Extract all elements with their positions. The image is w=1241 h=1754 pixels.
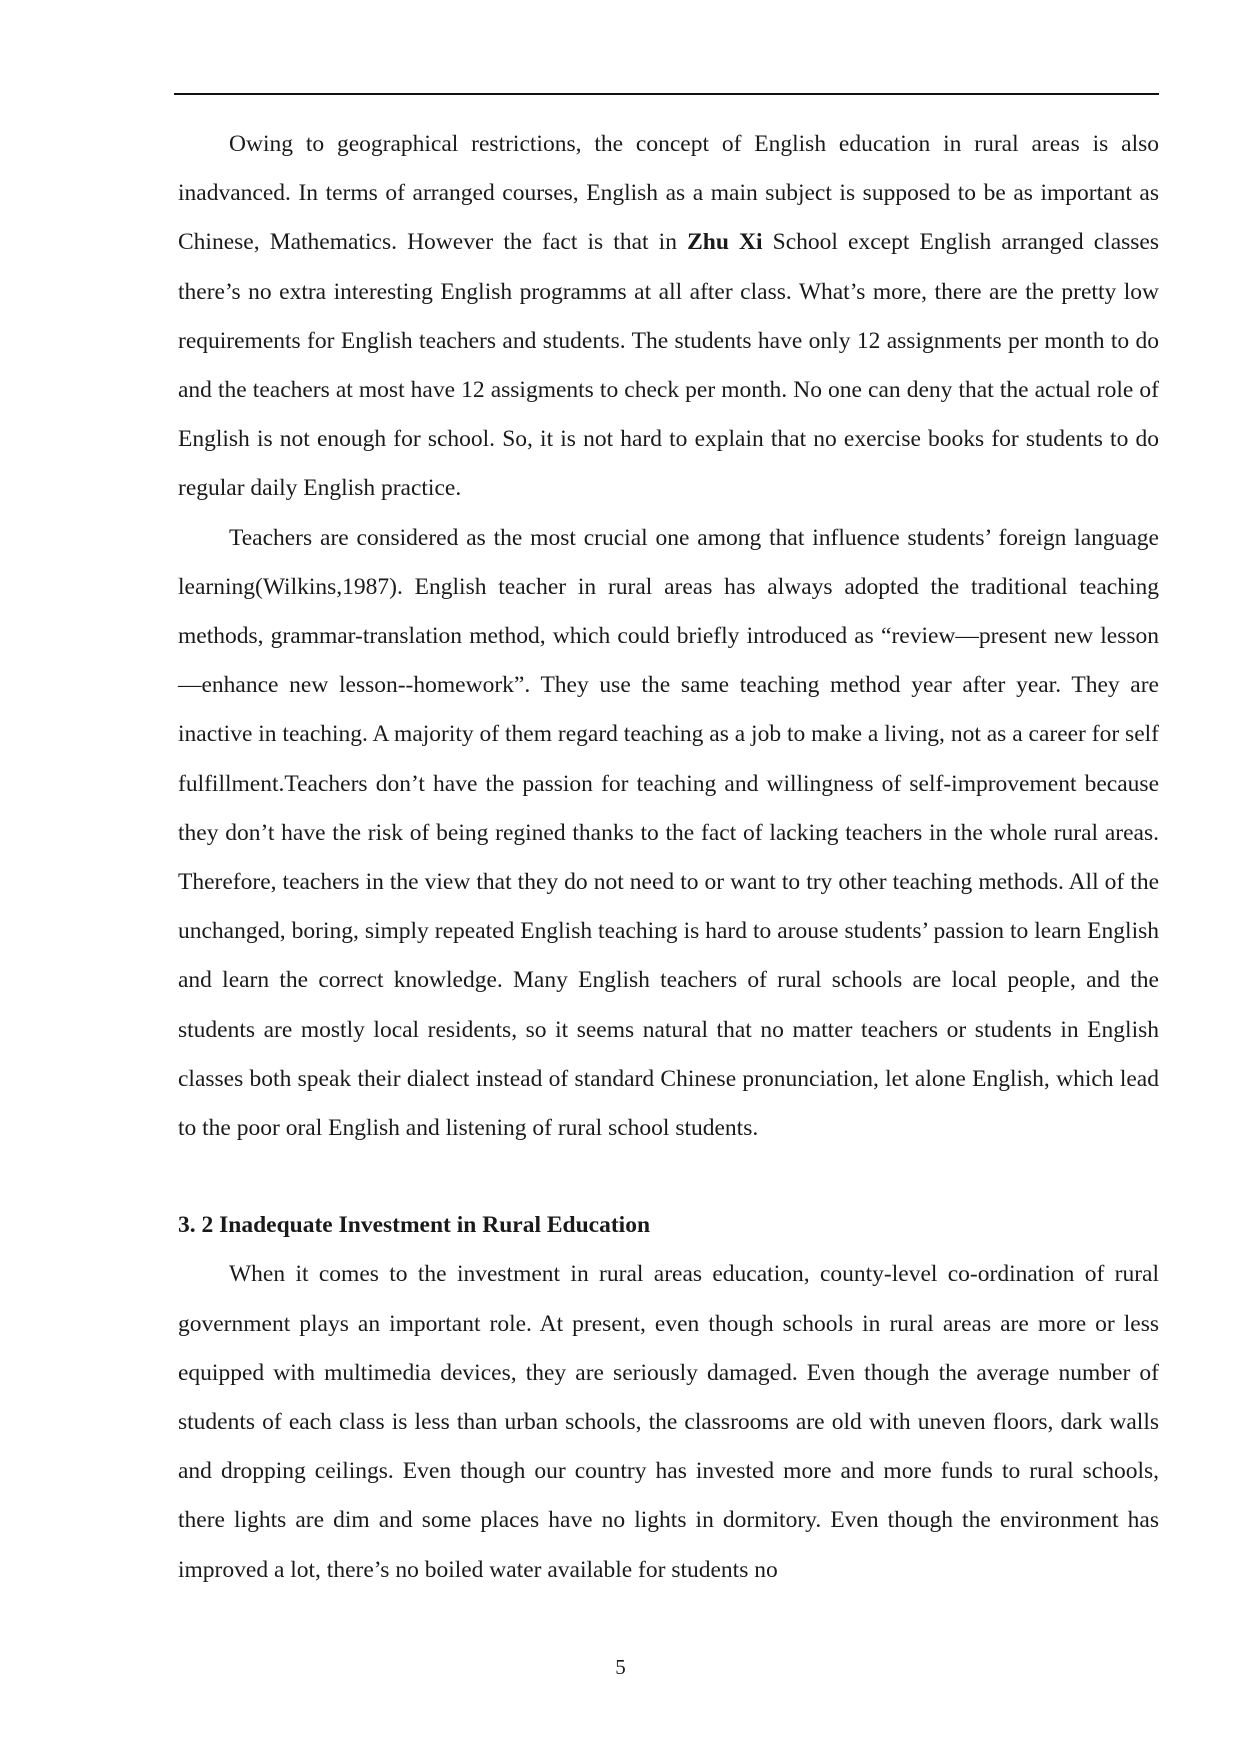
paragraph-english-concept [178,120,1159,514]
page-number: 5 [615,1655,626,1679]
paragraph-investment: When it comes to the investment in rural areas education, county-level co-ordination of rural government plays an important role. At present, even though schools in rural areas are more or less equipped with multimedia devices, they are seriously damaged. Even though the average number of students of each class is less than urban schools, the classrooms are old with uneven floors, dark walls and dropping ceilings. Even though our country has invested more and more funds to rural schools, there lights are dim and some places have no lights in dormitory. Even though the environment has improved a lot, there’s no boiled water available for students no [178,1261,1159,1583]
paragraph-text-part: School except English arranged classes there’s no extra interesting English programms at all after class. What’s more, there are the pretty low requirements for English teachers and students. The students have only 12 assignments per month to do and the teachers at most have 12 assigments to check per month. No one can deny that the actual role of English is not enough for school. So, it is not hard to explain that no exercise books for students to do regular daily English practice. [178,229,1159,502]
paragraph-text-part: Owing to geographical restrictions, the concept of English education in rural areas is also inadvanced. In terms of arranged courses, English as a main subject is supposed to be as important as Chinese, Mathematics. However the fact is that in [178,131,1159,256]
school-name-bold: Zhu Xi [687,229,763,256]
paragraph-teachers: Teachers are considered as the most crucial one among that influence students’ foreign language learning(Wilkins,1987). English teacher in rural areas has always adopted the traditional teaching methods, grammar-translation method, which could briefly introduced as “review—present new lesson—enhance new lesson--homework”. They use the same teaching method year after year. They are inactive in teaching. A majority of them regard teaching as a job to make a living, not as a career for self fulfillment.Teachers don’t have the passion for teaching and willingness of self-improvement because they don’t have the risk of being regined thanks to the fact of lacking teachers in the whole rural areas. Therefore, teachers in the view that they do not need to or want to try other teaching methods. All of the unchanged, boring, simply repeated English teaching is hard to arouse students’ passion to learn English and learn the correct knowledge. Many English teachers of rural schools are local people, and the students are mostly local residents, so it seems natural that no matter teachers or students in English classes both speak their dialect instead of standard Chinese pronunciation, let alone English, which lead to the poor oral English and listening of rural school students. [178,524,1159,1142]
header-rule [174,93,1159,95]
page-body [178,120,1159,1595]
section-heading: 3. 2 Inadequate Investment in Rural Education [178,1212,651,1239]
